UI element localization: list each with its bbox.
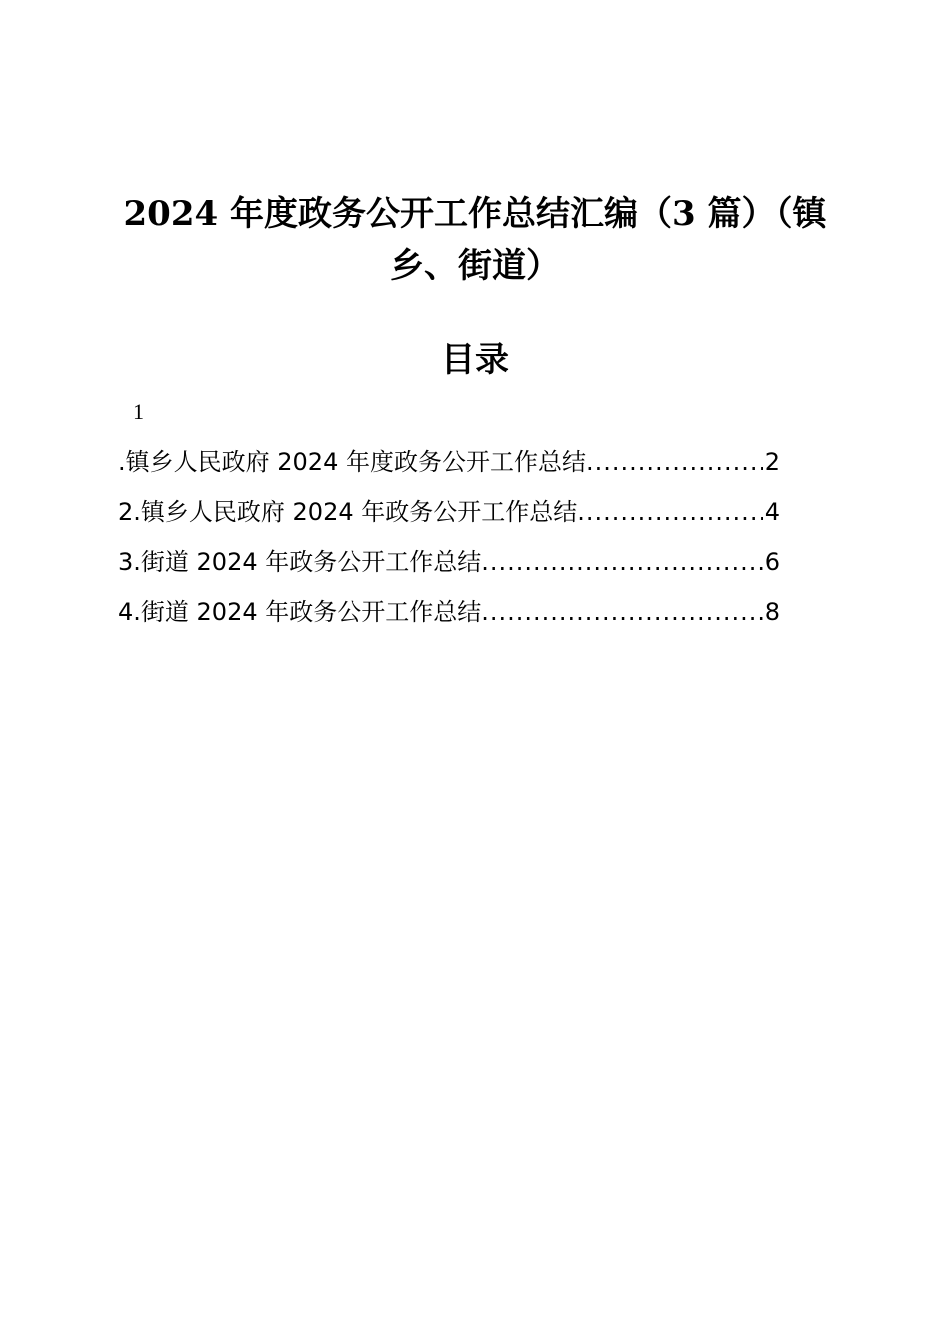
toc-entry-title: .镇乡人民政府 2024 年度政务公开工作总结 [118, 448, 586, 476]
toc-dot-leader [586, 440, 763, 484]
toc-entry-2[interactable] [118, 490, 780, 540]
toc-entry-title: 2.镇乡人民政府 2024 年政务公开工作总结 [118, 498, 578, 526]
toc-entry-3[interactable] [118, 540, 780, 590]
document-title-line-1: 2024 年度政务公开工作总结汇编（3 篇）（镇 [123, 194, 827, 234]
document-title-line-2: 乡、街道） [390, 246, 560, 286]
toc-dot-leader [481, 590, 762, 634]
toc-dot-leader [481, 540, 762, 584]
toc-heading: 目录 [441, 340, 509, 380]
toc-entry-title: 4.街道 2024 年政务公开工作总结 [118, 598, 482, 626]
toc-entry-page-number: 4 [764, 498, 780, 526]
toc-entry-page-number: 2 [764, 448, 780, 476]
document-title [100, 188, 850, 292]
toc-entry-1[interactable] [118, 440, 780, 490]
toc-entry-page-number: 6 [764, 548, 780, 576]
toc-entry-title: 3.街道 2024 年政务公开工作总结 [118, 548, 482, 576]
toc-entry-page-number: 8 [764, 598, 780, 626]
table-of-contents [118, 440, 780, 640]
toc-stray-number: 1 [133, 399, 144, 424]
toc-dot-leader [577, 490, 762, 534]
toc-entry-4[interactable] [118, 590, 780, 640]
